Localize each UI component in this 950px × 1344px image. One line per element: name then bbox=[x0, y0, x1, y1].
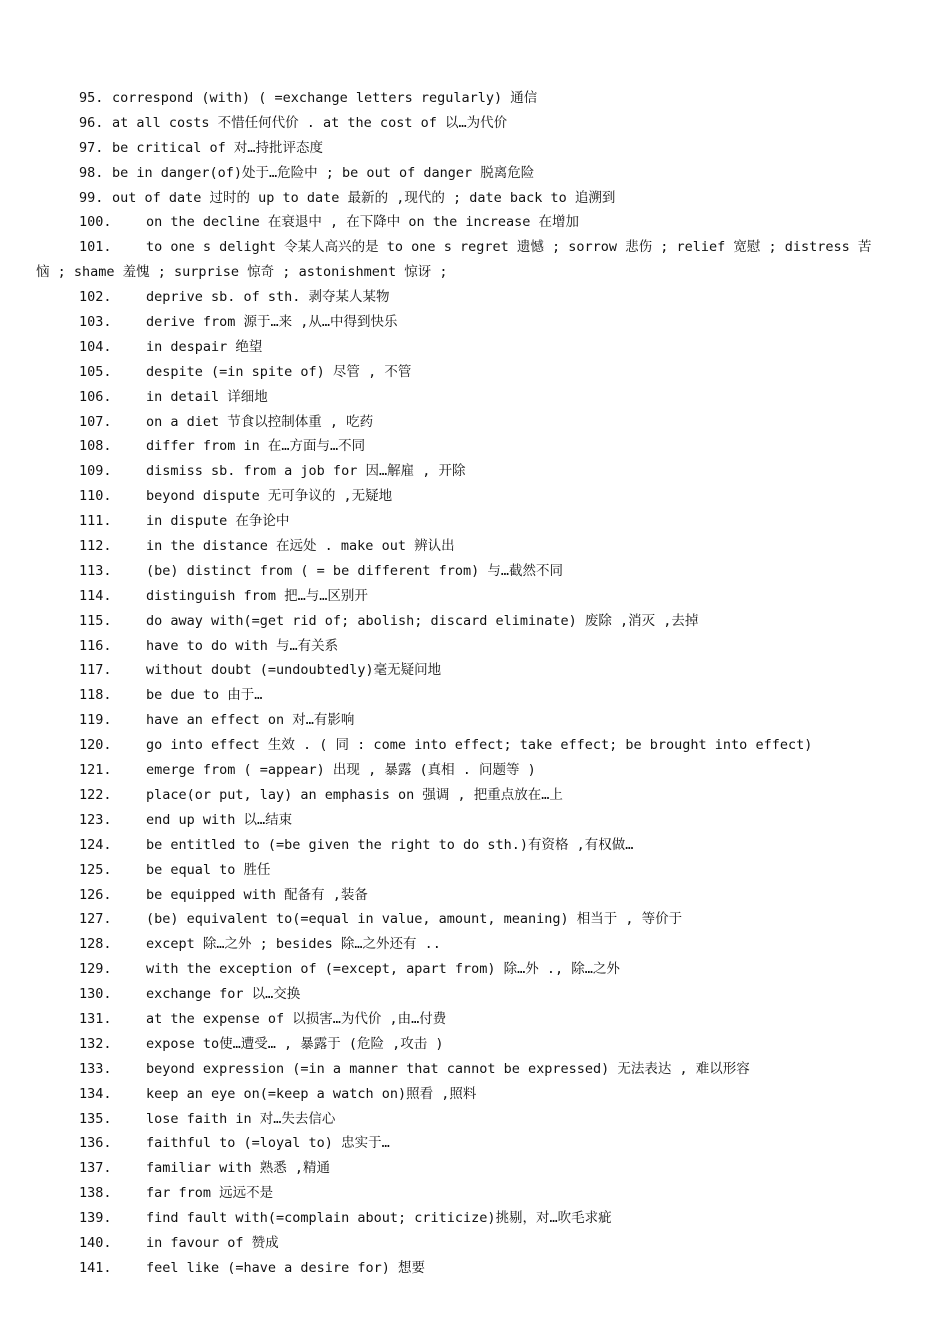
item-number: 113. bbox=[79, 562, 112, 579]
list-item bbox=[0, 858, 950, 883]
list-item bbox=[0, 335, 950, 360]
item-number: 121. bbox=[79, 762, 112, 779]
item-number: 131. bbox=[79, 1010, 112, 1027]
item-text: correspond (with) ( =exchange letters regularly) 通信 bbox=[112, 90, 538, 106]
item-number: 115. bbox=[79, 612, 112, 629]
item-text: differ from in 在…方面与…不同 bbox=[146, 438, 366, 455]
item-text: find fault with(=complain about; criticize)挑剔，对…吹毛求疵 bbox=[146, 1210, 612, 1227]
list-item bbox=[0, 783, 950, 808]
item-number: 129. bbox=[79, 961, 112, 978]
list-item bbox=[0, 1107, 950, 1132]
list-item bbox=[0, 534, 950, 559]
item-number: 122. bbox=[79, 786, 112, 803]
item-number: 134. bbox=[79, 1085, 112, 1102]
list-item bbox=[0, 1231, 950, 1256]
item-number: 116. bbox=[79, 637, 112, 654]
item-number: 111. bbox=[79, 513, 112, 530]
list-item bbox=[0, 385, 950, 410]
item-number: 120. bbox=[79, 737, 112, 754]
item-text: at all costs 不惜任何代价 . at the cost of 以…为代价 bbox=[112, 114, 508, 131]
item-text: derive from 源于…来 ,从…中得到快乐 bbox=[146, 314, 398, 331]
list-item bbox=[0, 883, 950, 908]
list-item bbox=[0, 410, 950, 435]
item-number: 128. bbox=[79, 936, 112, 953]
item-number: 136. bbox=[79, 1135, 112, 1152]
list-item bbox=[0, 982, 950, 1007]
item-text: on a diet 节食以控制体重 , 吃药 bbox=[146, 413, 374, 430]
item-text-continued: 恼 ; shame 羞愧 ; surprise 惊奇 ; astonishment 惊讶 ; bbox=[36, 264, 448, 281]
item-text: lose faith in 对…失去信心 bbox=[146, 1110, 336, 1127]
list-item bbox=[0, 111, 950, 136]
item-number: 140. bbox=[79, 1234, 112, 1251]
list-item bbox=[0, 310, 950, 335]
list-item bbox=[0, 658, 950, 683]
item-text: go into effect 生效 . ( 同 : come into effect; take effect; be brought into effect) bbox=[146, 737, 813, 754]
list-item bbox=[0, 559, 950, 584]
item-number: 119. bbox=[79, 712, 112, 729]
item-text: beyond expression (=in a manner that cannot be expressed) 无法表达 , 难以形容 bbox=[146, 1060, 750, 1077]
list-item bbox=[0, 210, 950, 235]
item-text: (be) distinct from ( = be different from) 与…截然不同 bbox=[146, 562, 563, 579]
list-item bbox=[0, 1131, 950, 1156]
list-item bbox=[0, 758, 950, 783]
list-item bbox=[0, 1032, 950, 1057]
list-item bbox=[0, 1007, 950, 1032]
item-text: be equipped with 配备有 ,装备 bbox=[146, 886, 368, 903]
item-text: without doubt (=undoubtedly)毫无疑问地 bbox=[146, 662, 442, 679]
list-item bbox=[0, 584, 950, 609]
item-text: distinguish from 把…与…区别开 bbox=[146, 587, 368, 604]
list-item bbox=[0, 434, 950, 459]
list-item bbox=[0, 1181, 950, 1206]
item-text: have to do with 与…有关系 bbox=[146, 637, 339, 654]
item-number: 108. bbox=[79, 438, 112, 455]
item-number: 109. bbox=[79, 463, 112, 480]
item-number: 104. bbox=[79, 338, 112, 355]
list-item bbox=[0, 1256, 950, 1281]
item-number: 103. bbox=[79, 314, 112, 331]
phrase-list bbox=[0, 86, 950, 1281]
item-text: in detail 详细地 bbox=[146, 388, 268, 405]
list-item bbox=[0, 136, 950, 161]
item-text: faithful to (=loyal to) 忠实于… bbox=[146, 1135, 390, 1152]
list-item bbox=[0, 634, 950, 659]
item-text: feel like (=have a desire for) 想要 bbox=[146, 1259, 425, 1276]
item-number: 106. bbox=[79, 388, 112, 405]
item-number: 96. bbox=[79, 114, 104, 131]
list-item bbox=[0, 957, 950, 982]
item-text: at the expense of 以损害…为代价 ,由…付费 bbox=[146, 1010, 447, 1027]
item-number: 139. bbox=[79, 1210, 112, 1227]
item-text: be critical of 对…持批评态度 bbox=[112, 139, 324, 156]
item-number: 95. bbox=[79, 90, 104, 106]
item-number: 124. bbox=[79, 836, 112, 853]
list-item bbox=[0, 1057, 950, 1082]
item-text: with the exception of (=except, apart from) 除…外 ., 除…之外 bbox=[146, 961, 620, 978]
item-text: be entitled to (=be given the right to do sth.)有资格 ,有权做… bbox=[146, 836, 634, 853]
item-number: 114. bbox=[79, 587, 112, 604]
item-text: beyond dispute 无可争议的 ,无疑地 bbox=[146, 488, 393, 505]
item-number: 105. bbox=[79, 363, 112, 380]
item-text: do away with(=get rid of; abolish; discard eliminate) 废除 ,消灭 ,去掉 bbox=[146, 612, 699, 629]
list-item bbox=[0, 235, 950, 260]
item-number: 101. bbox=[79, 239, 112, 256]
item-number: 110. bbox=[79, 488, 112, 505]
item-text: deprive sb. of sth. 剥夺某人某物 bbox=[146, 289, 390, 306]
list-item bbox=[0, 186, 950, 211]
item-text: have an effect on 对…有影响 bbox=[146, 712, 355, 729]
item-text: (be) equivalent to(=equal in value, amount, meaning) 相当于 , 等价于 bbox=[146, 911, 683, 928]
item-text: exchange for 以…交换 bbox=[146, 986, 301, 1003]
item-number: 135. bbox=[79, 1110, 112, 1127]
item-text: expose to使…遭受… , 暴露于 (危险 ,攻击 ) bbox=[146, 1035, 444, 1052]
item-number: 132. bbox=[79, 1035, 112, 1052]
item-number: 126. bbox=[79, 886, 112, 903]
item-text: except 除…之外 ; besides 除…之外还有 .. bbox=[146, 936, 441, 953]
item-text: keep an eye on(=keep a watch on)照看 ,照料 bbox=[146, 1085, 477, 1102]
item-number: 133. bbox=[79, 1060, 112, 1077]
list-item bbox=[0, 609, 950, 634]
item-text: be in danger(of)处于…危险中 ; be out of danger 脱离危险 bbox=[112, 164, 535, 181]
item-text: despite (=in spite of) 尽管 , 不管 bbox=[146, 363, 412, 380]
item-number: 141. bbox=[79, 1259, 112, 1276]
item-text: dismiss sb. from a job for 因…解雇 , 开除 bbox=[146, 463, 466, 480]
list-item bbox=[0, 808, 950, 833]
item-number: 107. bbox=[79, 413, 112, 430]
list-item bbox=[0, 1206, 950, 1231]
item-text: emerge from ( =appear) 出现 , 暴露 (真相 . 问题等 ) bbox=[146, 762, 536, 779]
item-number: 100. bbox=[79, 214, 112, 231]
item-text: end up with 以…结束 bbox=[146, 811, 293, 828]
item-number: 117. bbox=[79, 662, 112, 679]
item-text: to one s delight 令某人高兴的是 to one s regret 遗憾 ; sorrow 悲伤 ; relief 宽慰 ; distress 苦 bbox=[146, 239, 872, 256]
item-number: 112. bbox=[79, 538, 112, 555]
list-item-continuation bbox=[0, 260, 950, 285]
list-item bbox=[0, 708, 950, 733]
list-item bbox=[0, 907, 950, 932]
item-number: 137. bbox=[79, 1160, 112, 1177]
item-number: 138. bbox=[79, 1185, 112, 1202]
item-text: in favour of 赞成 bbox=[146, 1234, 279, 1251]
list-item bbox=[0, 932, 950, 957]
list-item bbox=[0, 86, 950, 111]
item-number: 102. bbox=[79, 289, 112, 306]
item-number: 118. bbox=[79, 687, 112, 704]
list-item bbox=[0, 1082, 950, 1107]
item-number: 97. bbox=[79, 139, 104, 156]
item-number: 130. bbox=[79, 986, 112, 1003]
item-number: 98. bbox=[79, 164, 104, 181]
item-number: 127. bbox=[79, 911, 112, 928]
list-item bbox=[0, 833, 950, 858]
item-text: in the distance 在远处 . make out 辨认出 bbox=[146, 538, 455, 555]
item-number: 99. bbox=[79, 189, 104, 206]
item-text: far from 远远不是 bbox=[146, 1185, 274, 1202]
item-number: 125. bbox=[79, 861, 112, 878]
list-item bbox=[0, 484, 950, 509]
list-item bbox=[0, 459, 950, 484]
item-text: on the decline 在衰退中 , 在下降中 on the increase 在增加 bbox=[146, 214, 579, 231]
list-item bbox=[0, 683, 950, 708]
item-text: in dispute 在争论中 bbox=[146, 513, 290, 530]
item-text: familiar with 熟悉 ,精通 bbox=[146, 1160, 331, 1177]
list-item bbox=[0, 161, 950, 186]
item-text: be equal to 胜任 bbox=[146, 861, 271, 878]
item-text: in despair 绝望 bbox=[146, 338, 263, 355]
item-text: out of date 过时的 up to date 最新的 ,现代的 ; date back to 追溯到 bbox=[112, 189, 616, 206]
list-item bbox=[0, 360, 950, 385]
list-item bbox=[0, 285, 950, 310]
list-item bbox=[0, 509, 950, 534]
item-text: be due to 由于… bbox=[146, 687, 263, 704]
list-item bbox=[0, 1156, 950, 1181]
item-text: place(or put, lay) an emphasis on 强调 , 把重点放在…上 bbox=[146, 786, 563, 803]
item-number: 123. bbox=[79, 811, 112, 828]
list-item bbox=[0, 733, 950, 758]
